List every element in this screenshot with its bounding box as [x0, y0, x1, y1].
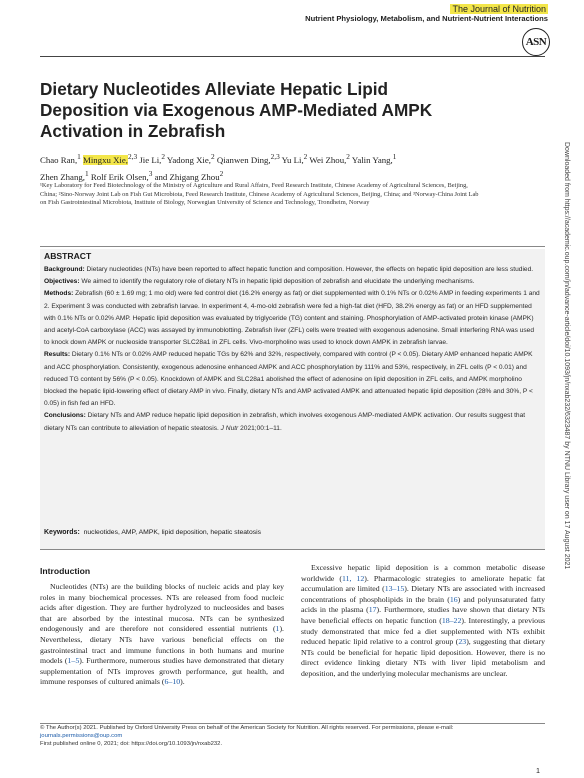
citation-link[interactable]: 1–5 — [67, 656, 80, 666]
citation-link[interactable]: 16 — [449, 594, 458, 604]
section-name: Nutrient Physiology, Metabolism, and Nutrient-Nutrient Interactions — [305, 14, 548, 23]
header-rule — [40, 56, 545, 57]
citation-details: 2021;00:1–11. — [240, 424, 282, 432]
abstract-heading: ABSTRACT — [44, 251, 92, 261]
keywords: Keywords: nucleotides, AMP, AMPK, lipid deposition, hepatic steatosis — [44, 529, 262, 536]
citation-link[interactable]: 13–15 — [384, 584, 405, 594]
author-name-highlighted: Mingxu Xie, — [83, 154, 128, 165]
author-name: Yalin Yang, — [351, 154, 393, 165]
intro-right-column — [301, 563, 545, 680]
abstract-top-rule — [40, 246, 545, 247]
citation-link[interactable]: 11, 12 — [341, 573, 365, 583]
author-affil-sup: 2 — [219, 168, 224, 178]
page-number: 1 — [536, 766, 540, 775]
affiliations: ¹Key Laboratory for Feed Biotechnology of the Ministry of Agriculture and Rural Affairs, Feed Research Institute, Chinese Academy of Agricultural Sciences, Beijing, China; ²Sino-Norway Joint Lab on Fish Gut Microbiota, Feed Research Institute, Chinese Academy of Agricultural Sciences, Beijing, China; and ³Norway-China Joint Lab on Fish Gastrointestinal Microbiota, Institute of Biology, Norwegian University of Science and Technology, Trondheim, Norway — [40, 182, 479, 207]
citation-link[interactable]: 17 — [368, 605, 377, 615]
introduction-heading: Introduction — [40, 566, 91, 576]
author-name: Yadong Xie, — [166, 154, 211, 165]
abstract-methods: Methods: Zebrafish (60 ± 1.69 mg; 1 mo old) were fed control diet (16.2% energy as fat) or diet supplemented with 0.1% NTs or 0.02% AMP in feeding experiments 1 and 2. Experiment 3 was conducted with zebrafish larvae. In experiment 4, 4-mo-old zebrafish were fed a high-fat diet (HFD, 38.2% energy as fat) or an HFD supplemented with 0.1% NTs or 0.02% AMP. Hepatic lipid deposition was evaluated by triglyceride (TG) content and staining. Phosphorylation of AMP-activated protein kinase (AMPK) and acetyl-CoA carboxylase (ACC) was assayed by immunoblotting. Zebrafish liver (ZFL) cells were treated with exogenous adenosine. Small interfering RNA was used to knock down AMPK or nucleoside transporter SLC28a1 in ZFL cells. Vivo-morpholino was used to knock down AMPK in zebrafish larvae. — [44, 290, 540, 347]
citation-link[interactable]: 1 — [275, 624, 280, 634]
download-side-note: Downloaded from https://academic.oup.com/jn/advance-article/doi/10.1093/jn/nxab232/6323487 by NTNU Library user on 17 August 2021 — [563, 142, 570, 570]
copyright-line: © The Author(s) 2021. Published by Oxford University Press on behalf of the American Society for Nutrition. All rights reserved. For permissions, please e-mail: — [40, 725, 454, 731]
asn-logo: ASN — [522, 28, 550, 56]
author-name: Wei Zhou, — [309, 154, 347, 165]
author-affil-sup: 2,3 — [270, 152, 280, 161]
author-list — [40, 150, 460, 184]
author-name: Yu Li, — [281, 154, 304, 165]
author-affil-sup: 3 — [148, 168, 153, 178]
author-name: Rolf Erik Olsen, — [90, 171, 149, 182]
citation-link[interactable]: 18–22 — [441, 615, 462, 625]
abstract-body — [44, 264, 541, 435]
abstract-conclusions: Conclusions: Dietary NTs and AMP reduce hepatic lipid deposition in zebrafish, which involves exogenous AMP-mediated AMPK activation. Our results suggest that dietary NTs can contribute to alleviation of hepatic steatosis. J Nutr 2021;00:1–11. — [44, 412, 526, 432]
author-name: Chao Ran, — [40, 154, 78, 165]
author-affil-sup: 2,3 — [127, 152, 138, 161]
author-affil-sup: 1 — [84, 168, 89, 178]
intro-paragraph: Nucleotides (NTs) are the building blocks of nucleic acids and play key roles in many biochemical processes. NTs are released from food nucleic acids after digestion. They are further hydrolyzed to nucleosides and bases that are absorbed by the intestinal mucosa. NTs can be synthesized endogenously and are therefore not considered essential nutrients (1). Nevertheless, dietary NTs have various beneficial effects on the gastrointestinal tract and immune functions in both humans and murine models (1–5). Furthermore, numerous studies have demonstrated that dietary supplementation of NTs improves growth performance, gut health, and immune responses of cultured animals (6–10). — [40, 582, 284, 687]
author-affil-sup: 2 — [346, 152, 350, 161]
author-affil-sup: 1 — [392, 152, 397, 161]
article-title: Dietary Nucleotides Alleviate Hepatic Lipid Deposition via Exogenous AMP-Mediated AMPK Activation in Zebrafish — [40, 79, 433, 141]
author-affil-sup: 2 — [303, 152, 308, 161]
citation-journal: J Nutr — [220, 424, 239, 432]
author-name: Jie Li, — [139, 154, 162, 165]
intro-left-column — [40, 582, 284, 688]
publication-line: First published online 0, 2021; doi: https://doi.org/10.1093/jn/nxab232. — [40, 741, 223, 747]
citation-link[interactable]: 23 — [458, 637, 467, 647]
abstract-results: Results: Dietary 0.1% NTs or 0.02% AMP reduced hepatic TGs by 62% and 32%, respectively, compared with control (P < 0.05). Dietary AMP enhanced hepatic AMPK and ACC phosphorylation. Consistently, exogenous adenosine enhanced AMPK and ACC phosphorylation by 111% and 53%, respectively, in ZFL cells (P < 0.01) and reduced TG content by 56% (P < 0.05). Knockdown of AMPK and SLC28a1 abolished the effect of adenosine on lipid deposition in ZFL cells, and AMPK morpholino blocked the hepatic lipid-lowering effect of dietary AMP in vivo. Finally, dietary NTs and AMP activated AMPK and attenuated hepatic lipid deposition (28% and 30%, P < 0.05) in fish fed an HFD. — [44, 351, 533, 408]
abstract-objectives: Objectives: We aimed to identify the regulatory role of dietary NTs in hepatic lipid deposition of zebrafish and elucidate the underlying mechanisms. — [44, 278, 475, 286]
intro-paragraph: Excessive hepatic lipid deposition is a common metabolic disease worldwide (11, 12). Pharmacologic strategies to ameliorate hepatic fat accumulation are limited (13–15). Dietary NTs are associated with increased concentrations of phospholipids in the brain (16) and polyunsaturated fatty acids in the plasma (17). Furthermore, studies have shown that dietary NTs have beneficial effects on hepatic function (18–22). Interestingly, a previous study demonstrated that mice fed a diet supplemented with NTs exhibit reduced hepatic lipid relative to a control group (23), suggesting that dietary NTs could be beneficial for hepatic lipid deposition. However, there is no direct evidence linking dietary NTs with liver lipid metabolism and deposition, and the underlying molecular mechanisms are unclear. — [301, 563, 546, 678]
journal-name: The Journal of Nutrition — [452, 4, 546, 14]
abstract-background: Background: Dietary nucleotides (NTs) have been reported to affect hepatic function and composition. However, the effects on hepatic lipid deposition are less studied. — [44, 266, 534, 273]
author-name: Qianwen Ding, — [216, 154, 271, 165]
footer-notes — [40, 724, 545, 748]
author-affil-sup: 2 — [161, 152, 166, 161]
keywords-rule — [40, 549, 545, 550]
author-affil-sup: 1 — [77, 152, 81, 161]
permissions-email[interactable]: journals.permissions@oup.com — [40, 733, 123, 739]
citation-link[interactable]: 6–10 — [164, 677, 181, 687]
author-name: and Zhigang Zhou — [154, 171, 220, 182]
author-affil-sup: 2 — [210, 152, 215, 161]
author-name: Zhen Zhang, — [40, 171, 85, 182]
